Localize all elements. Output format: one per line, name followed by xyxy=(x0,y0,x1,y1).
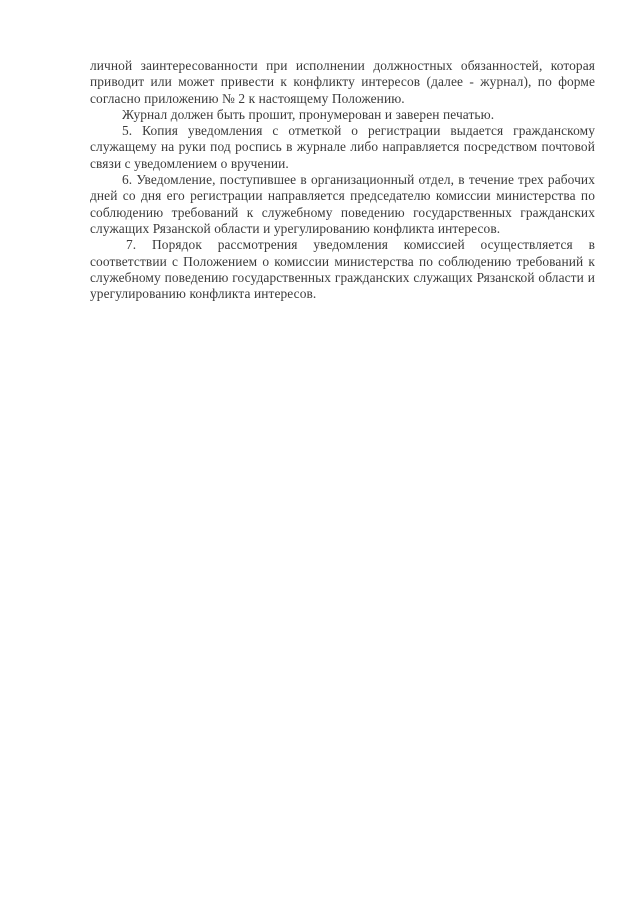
paragraph-continuation: личной заинтересованности при исполнении должностных обязанностей, которая приводит или может привести к конфликту интересов (далее - журнал), по форме согласно приложению № 2 к настоящему Положению. xyxy=(90,58,595,106)
paragraph-item-6: 6. Уведомление, поступившее в организационный отдел, в течение трех рабочих дней со дня его регистрации направляется председателю комиссии министерства по соблюдению требований к служебному поведению государственных гражданских служащих Рязанской области и урегулированию конфликта интересов. xyxy=(90,172,595,236)
paragraph-journal-seal: Журнал должен быть прошит, пронумерован и заверен печатью. xyxy=(122,106,495,122)
document-body xyxy=(90,58,595,302)
paragraph-item-7: 7. Порядок рассмотрения уведомления комиссией осуществляется в соответствии с Положением о комиссии министерства по соблюдению требований к служебному поведению государственных гражданских служащих Рязанской области и урегулированию конфликта интересов. xyxy=(90,237,595,302)
paragraph-item-5: 5. Копия уведомления с отметкой о регистрации выдается гражданскому служащему на руки под роспись в журнале либо направляется посредством почтовой связи с уведомлением о вручении. xyxy=(90,123,595,171)
